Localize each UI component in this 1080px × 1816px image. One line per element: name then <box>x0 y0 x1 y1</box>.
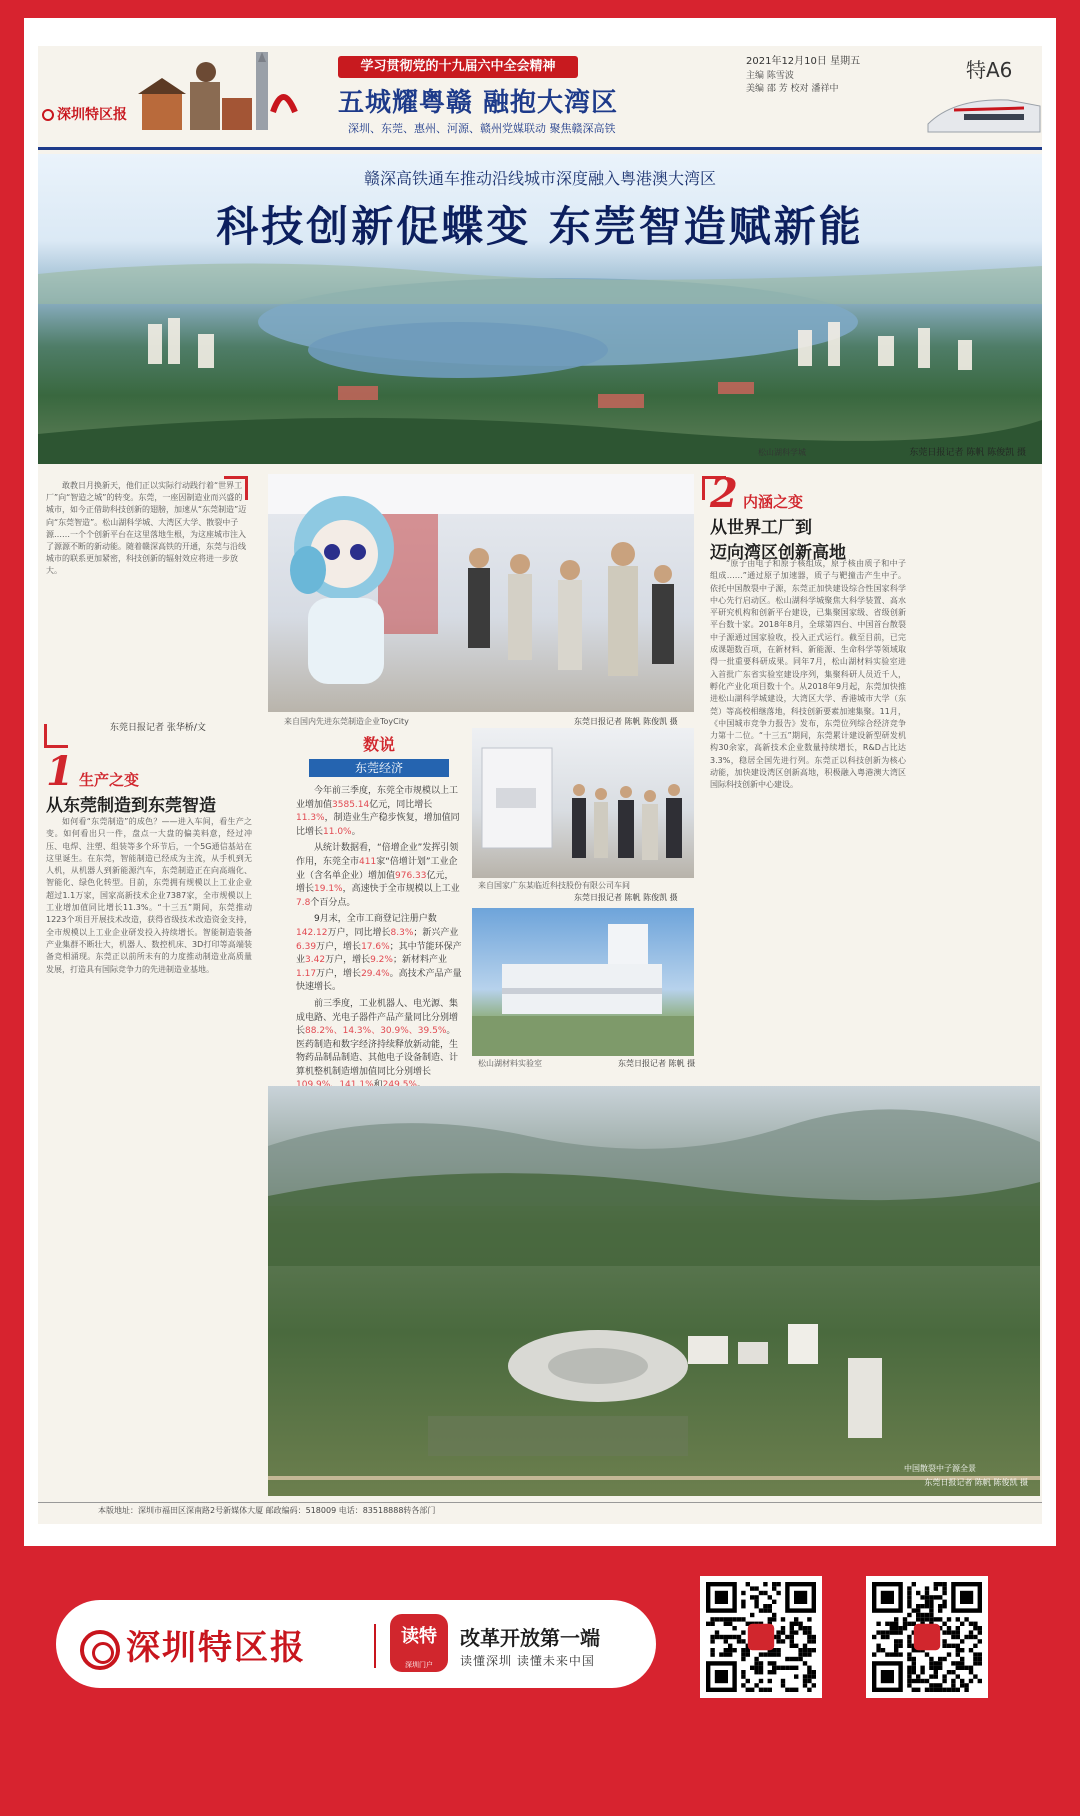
data-box <box>296 732 462 1096</box>
newspaper-page <box>38 46 1042 1524</box>
data-text: 亿元，增长 <box>296 870 454 895</box>
skyline-illustration <box>138 52 298 132</box>
data-figure: 142.12 <box>296 927 328 938</box>
aerial-photo-credit: 东莞日报记者 陈帆 陈俊凯 摄 <box>924 1478 1028 1487</box>
aerial-photo <box>268 1086 1040 1496</box>
logo-circle-icon <box>80 1630 120 1670</box>
dute-app-badge[interactable] <box>390 1614 448 1672</box>
data-figure: 19.1% <box>314 884 343 895</box>
data-text: 万户，同比增长 <box>327 927 391 938</box>
data-text: 从统计数据看，“倍增企业”发挥引领作用，东莞全市 <box>296 843 459 867</box>
lead-paragraph: 敢教日月换新天，他们正以实际行动践行着“世界工厂”向“智造之城”的转变。东莞，一座因制造业而兴盛的城市，如今正借助科技创新的翅膀，加速从“东莞制造”迈向“东莞智造”。松山湖科学城、大湾区大学、散裂中子源……一个个创新平台在这里落地生根，为这座城市注入了源源不断的新动能。随着赣深高铁的开通，东莞与沿线城市的联系更加紧密，科技创新的辐射效应将进一步放大。 <box>46 481 247 576</box>
section1-heading <box>46 748 216 816</box>
red-corner-mark <box>44 724 68 748</box>
data-figure: 411 <box>359 856 377 867</box>
factory-photo <box>472 728 694 878</box>
hero-caption: 松山湖科学城 <box>758 448 806 457</box>
data-box-paragraphs <box>296 785 462 1093</box>
factory-scene <box>472 728 694 878</box>
promo-tagline: 读懂深圳 读懂未来中国 <box>460 1654 595 1668</box>
qr-code-icon <box>872 1582 982 1692</box>
data-text: ；其中节能环保产业 <box>296 941 462 966</box>
editor-line: 美编 邵 芳 校对 潘祥中 <box>746 84 839 94</box>
section1-label: 生产之变 <box>78 771 139 789</box>
hero-credit: 东莞日报记者 陈帆 陈俊凯 摄 <box>909 448 1026 458</box>
masthead-subline: 深圳、东莞、惠州、河源、赣州党媒联动 聚焦赣深高铁 <box>348 122 616 135</box>
data-figure: 3585.14 <box>332 799 370 810</box>
data-text: ，制造业生产稳步恢复，增加值同比增长 <box>296 813 460 837</box>
section2-heading <box>710 470 846 563</box>
robot-scene <box>268 474 694 712</box>
lead-credit: 东莞日报记者 张华桥/文 <box>110 723 206 733</box>
section2-number: 2 <box>710 470 738 517</box>
data-figure: 8.3% <box>390 927 414 938</box>
promo-logo-text: 深圳特区报 <box>126 1628 306 1668</box>
data-text: ；新材料产业 <box>392 955 447 966</box>
page-number: 特A6 <box>966 58 1013 82</box>
train-icon <box>924 84 1042 140</box>
logo-circle-icon <box>42 109 54 121</box>
data-text: 。医药制造和数字经济持续释放新动能，生物药品制品制造、其他电子设备制造、计算机整机制造增加值同比分别增长 <box>296 1026 459 1077</box>
dute-app-sub: 深圳门户 <box>405 1661 433 1669</box>
data-text: 9月末，全市工商登记注册户数 <box>314 914 437 925</box>
factory-photo-caption: 来自国家广东某临近科技股份有限公司车间 <box>478 881 630 890</box>
data-figure: 9.2% <box>370 955 393 966</box>
aerial-photo-caption: 中国散裂中子源全景 <box>904 1464 976 1473</box>
data-text: 前三季度，工业机器人、电光源、集成电路、光电子器件产品产量同比分别增长 <box>296 998 459 1037</box>
promo-divider <box>374 1624 376 1668</box>
section2-title-line2: 迈向湾区创新高地 <box>710 543 846 563</box>
data-box-paragraph <box>296 998 462 1093</box>
promo-slogan: 改革开放第一端 <box>460 1626 600 1650</box>
data-figure: 976.33 <box>395 870 427 881</box>
data-figure: 11.3% <box>296 813 325 824</box>
qr-code-icon <box>706 1582 816 1692</box>
qr-code-left[interactable] <box>700 1576 822 1698</box>
data-box-subtitle: 东莞经济 <box>309 759 449 777</box>
data-figure: 3.42 <box>305 955 326 966</box>
data-box-paragraph <box>296 913 462 995</box>
data-figure: 6.39 <box>296 941 317 952</box>
robot-photo-credit: 东莞日报记者 陈帆 陈俊凯 摄 <box>574 717 678 726</box>
lab-photo-caption: 松山湖材料实验室 <box>478 1059 542 1068</box>
hero-kicker: 赣深高铁通车推动沿线城市深度融入粤港澳大湾区 <box>363 169 716 188</box>
lab-photo-credit: 东莞日报记者 陈帆 摄 <box>618 1059 696 1068</box>
aerial-scene <box>268 1086 1040 1496</box>
masthead <box>38 46 1042 146</box>
section2-body: “原子由电子和原子核组成，原子核由质子和中子组成……”通过原子加速器，质子与靶撞击产生中子。依托中国散裂中子源，东莞正加快建设综合性国家科学中心先行启动区。松山湖科学城聚焦大科学装置、高水平研究机构和创新平台建设，已集聚国家级、省级创新平台数十家。2018年8月，全球第四台、中国首台散裂中子源通过国家验收，投入正式运行。截至目前，已完成课题数百项，在新材料、新能源、生命科学等领域取得一批重要科研成果。同年7月，松山湖材料实验室进入首批广东省实验室建设序列，集聚科研人员近千人，孵化产业化项目数十个。从2018年9月起，东莞加快推进松山湖科学城建设，大湾区大学、香港城市大学（东莞）等高校相继落地，科技创新要素加速集聚。11月，《中国城市竞争力报告》发布，东莞位列综合经济竞争力第十二位。“十三五”期间，东莞累计建设新型研发机构30余家，高新技术企业数量持续增长，R&D占比达3.3%，稳居全国先进行列。东莞正以科技创新为核心动能，加快建设湾区创新高地，积极融入粤港澳大湾区国际科技创新中心建设。 <box>710 559 906 790</box>
header-rule <box>38 147 1042 150</box>
promo-card <box>56 1600 656 1688</box>
editor-credits <box>746 70 838 96</box>
section2-label: 内涵之变 <box>742 493 803 511</box>
robot-photo-caption: 来自国内先进东莞制造企业ToyCity <box>284 717 409 726</box>
left-column <box>38 474 258 1514</box>
section1-body: 如何看“东莞制造”的成色？——进入车间，看生产之变。如何看出只一件，盘点一大盘的偏美料意，经过冲压、电焊、注塑、组装等多个环节后，一个5G通信基站在这里诞生。在东莞，智能制造已经成为主流，从手机到无人机，从机器人到新能源汽车，东莞制造正在向高端化、智能化、绿色化转型。目前，东莞拥有规模以上工业企业超过1.1万家，国家高新技术企业7387家，全市规模以上工业增加值同比增长11.3%。“十三五”期间，东莞推动1223个项目开展技术改造，获得省级技术改造资金支持，全市规模以上工业企业研发投入持续增长。智能制造装备产业集群不断壮大，机器人、数控机床、3D打印等高端装备竞相涌现。东莞正以前所未有的力度推动制造业高质量发展，打造具有国际竞争力的先进制造业基地。 <box>46 817 252 974</box>
hero-title: 科技创新促蝶变 东莞智造赋新能 <box>216 202 864 251</box>
lab-photo <box>472 908 694 1056</box>
data-text: 今年前三季度，东莞全市规模以上工业增加值 <box>296 786 459 810</box>
masthead-headline: 五城耀粤赣 融抱大湾区 <box>338 88 619 118</box>
data-box-title: 数说 <box>362 735 395 754</box>
dute-app-label: 读特 <box>401 1626 437 1647</box>
data-figure: 1.17 <box>296 968 317 979</box>
data-text: ；新兴产业 <box>413 927 459 938</box>
hero-photo <box>38 154 1042 464</box>
lab-scene <box>472 908 694 1056</box>
data-box-paragraph <box>296 842 462 910</box>
masthead-logo <box>42 104 127 124</box>
data-text: 万户，增长 <box>316 941 362 952</box>
section1-title: 从东莞制造到东莞智造 <box>46 796 216 816</box>
factory-photo-credit: 东莞日报记者 陈帆 陈俊凯 摄 <box>574 893 678 902</box>
data-figure: 29.4% <box>361 968 390 979</box>
section1-number: 1 <box>46 748 74 795</box>
data-text: 。高技术产品产量快速增长。 <box>296 968 462 993</box>
masthead-logo-text: 深圳特区报 <box>57 107 127 123</box>
top-banner: 学习贯彻党的十九届六中全会精神 <box>338 56 578 78</box>
data-text: 万户，增长 <box>325 955 371 966</box>
qr-code-right[interactable] <box>866 1576 988 1698</box>
issue-date: 2021年12月10日 星期五 <box>746 56 861 67</box>
data-text: 家“倍增计划”工业企业（含名单企业）增加值 <box>296 856 458 881</box>
page-footer: 本版地址：深圳市福田区深南路2号新媒体大厦 邮政编码：518009 电话：83518888转各部门 <box>38 1502 1042 1520</box>
robot-exhibit-photo <box>268 474 694 712</box>
data-box-paragraph <box>296 785 462 839</box>
data-text: 。 <box>351 826 361 837</box>
data-text: 个百分点。 <box>310 897 356 908</box>
data-figure: 17.6% <box>361 941 390 952</box>
data-figure: 7.8 <box>296 897 311 908</box>
promo-logo <box>80 1620 306 1670</box>
data-text: 万户，增长 <box>316 968 362 979</box>
data-text: 亿元，同比增长 <box>369 799 433 810</box>
section2-title-line1: 从世界工厂到 <box>710 518 812 538</box>
data-text: ，高速快于全市规模以上工业 <box>342 884 460 895</box>
data-figure: 88.2%、14.3%、30.9%、39.5% <box>305 1026 447 1037</box>
data-figure: 11.0% <box>323 826 352 837</box>
editor-line: 主编 陈雪波 <box>746 71 794 81</box>
